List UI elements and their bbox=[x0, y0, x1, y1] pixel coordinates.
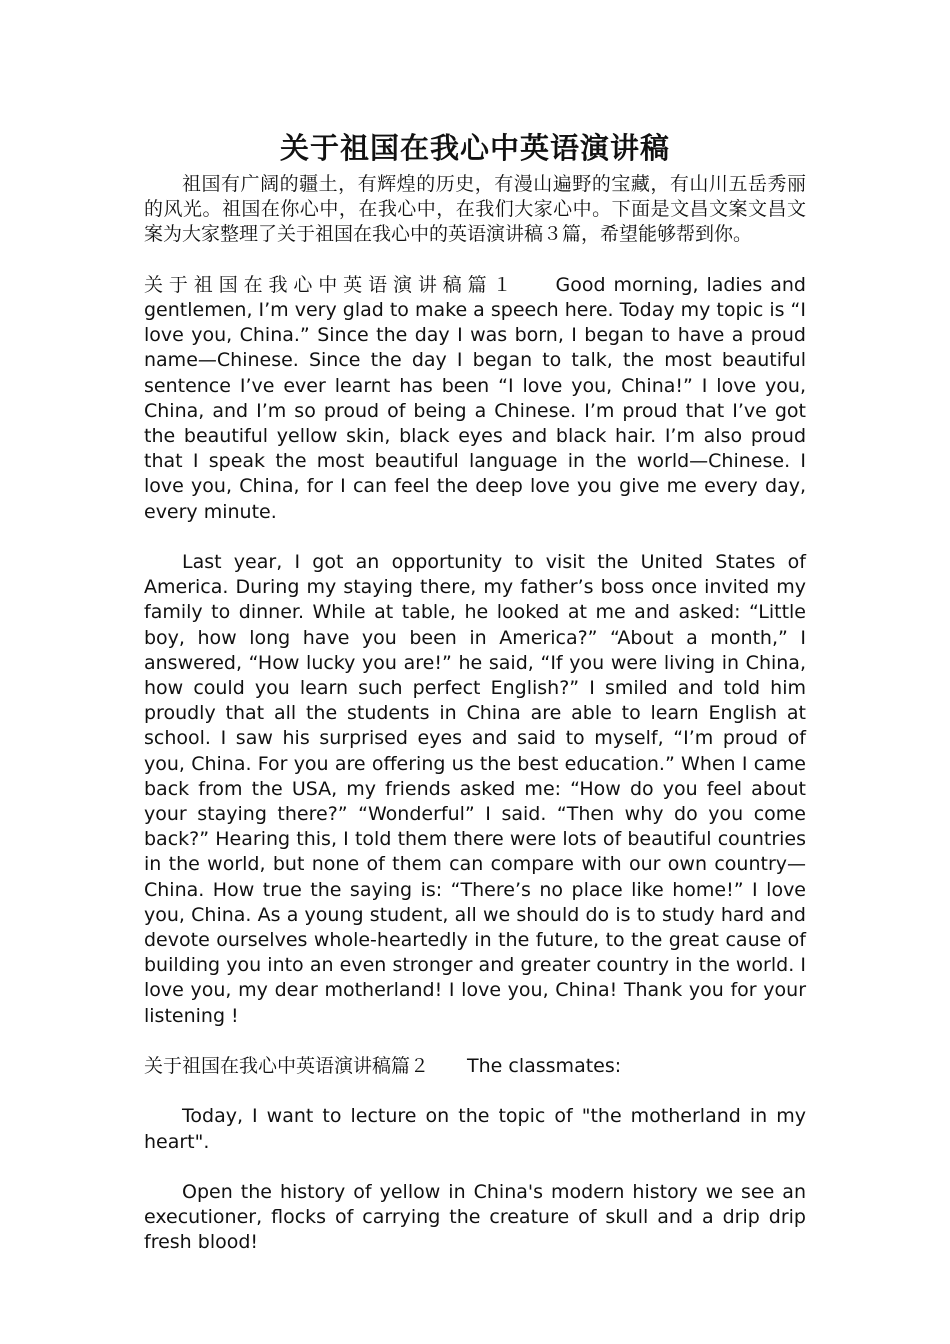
section-1-paragraph-1-text: Good morning, ladies and gentlemen, I’m very glad to make a speech here. Today my topic is “I love you, China.” Since the day I was born, I began to have a proud name—Chinese. Since the day I began to talk, the most beautiful sentence I’ve ever learnt has been “I love you, China!” I love you, China, and I’m so proud of being a Chinese. I’m proud that I’ve got the beautiful yellow skin, black eyes and black hair. I’m also proud that I speak the most beautiful language in the world—Chinese. I love you, China, for I can feel the deep love you give me every day, every minute. bbox=[144, 273, 806, 523]
section-2-paragraph-2: Open the history of yellow in China's modern history we see an executioner, flocks of carrying the creature of skull and a drip drip fresh blood! bbox=[144, 1181, 806, 1254]
section-1-heading: 关于祖国在我心中英语演讲稿篇１ bbox=[144, 273, 518, 296]
section-2-heading: 关于祖国在我心中英语演讲稿篇２ bbox=[144, 1055, 430, 1078]
intro-paragraph: 祖国有广阔的疆土，有辉煌的历史，有漫山遍野的宝藏，有山川五岳秀丽的风光。祖国在你心中，在我心中，在我们大家心中。下面是文昌文案文昌文案为大家整理了关于祖国在我心中的英语演讲稿３篇，希望能够帮到你。 bbox=[144, 173, 806, 246]
section-2-lead-text: The classmates: bbox=[467, 1055, 622, 1078]
section-1-first-paragraph bbox=[144, 273, 806, 525]
section-1-paragraph-2: Last year, I got an opportunity to visit the United States of America. During my staying there, my father’s boss once invited my family to dinner. While at table, he looked at me and asked: “Little boy, how long have you been in America?” “About a month,” I answered, “How lucky you are!” he said, “If you were living in China, how could you learn such perfect English?” I smiled and told him proudly that all the students in China are able to learn English at school. I saw his surprised eyes and said to myself, “I’m proud of you, China. For you are offering us the best education.” When I came back from the USA, my friends asked me: “How do you feel about your staying there?” “Wonderful” I said. “Then why do you come back?” Hearing this, I told them there were lots of beautiful countries in the world, but none of them can compare with our own country—China. How true the saying is: “There’s no place like home!” I love you, China. As a young student, all we should do is to study hard and devote ourselves whole-heartedly in the future, to the great cause of building you into an even stronger and greater country in the world. I love you, my dear motherland! I love you, China! Thank you for your listening ! bbox=[144, 551, 806, 1027]
section-2-paragraph-1: Today, I want to lecture on the topic of "the motherland in my heart". bbox=[144, 1105, 806, 1153]
document-title: 关于祖国在我心中英语演讲稿 bbox=[279, 131, 670, 165]
section-2-first-paragraph bbox=[144, 1054, 806, 1079]
document-page bbox=[144, 128, 806, 1281]
